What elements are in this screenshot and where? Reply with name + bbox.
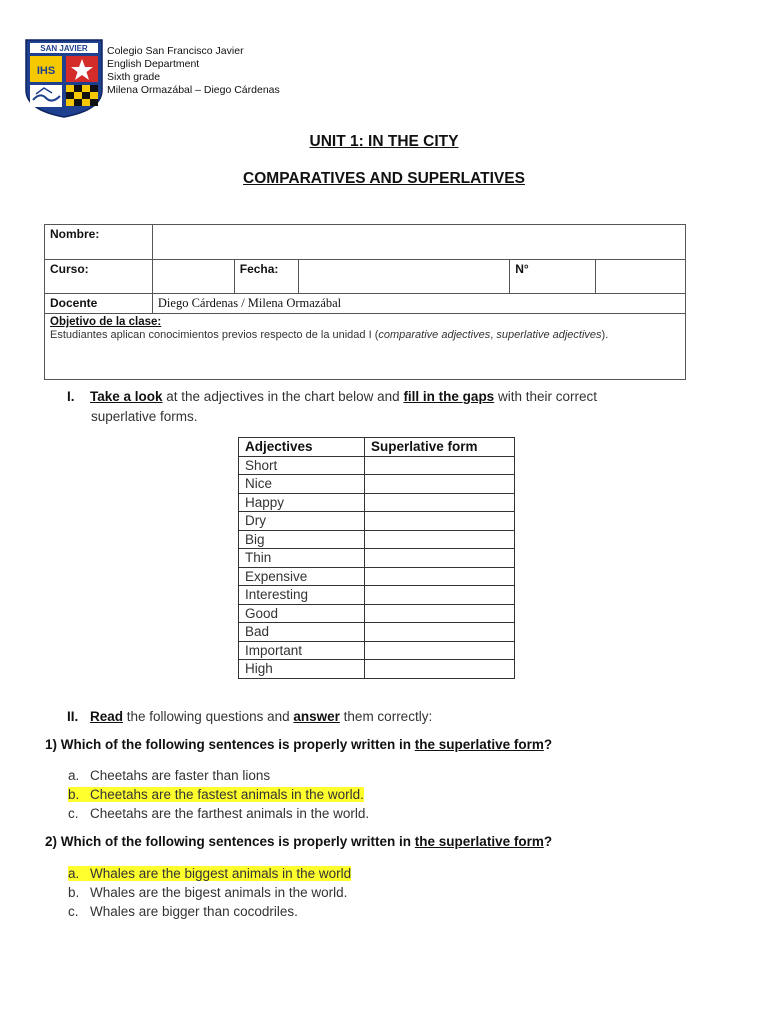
topic-title: COMPARATIVES AND SUPERLATIVES: [243, 170, 525, 187]
question-1-option-c[interactable]: c. Cheetahs are the farthest animals in the world.: [68, 806, 370, 821]
adjective-row: [239, 530, 515, 549]
superlative-blank-cell[interactable]: [365, 660, 515, 679]
question-2-option-a[interactable]: a. Whales are the biggest animals in the world: [68, 866, 352, 881]
adjective-cell: Happy: [239, 493, 365, 512]
superlative-blank-cell[interactable]: [365, 512, 515, 531]
section-2-numeral: II.: [67, 709, 79, 724]
question-1-option-a[interactable]: a. Cheetahs are faster than lions: [68, 768, 271, 783]
adjective-cell: Thin: [239, 549, 365, 568]
question-2: 2) Which of the following sentences is properly written in the superlative form?: [45, 834, 553, 849]
adjective-cell: Bad: [239, 623, 365, 642]
section-1-instructions: I. Take a look at the adjectives in the chart below and fill in the gaps with their correct superlative forms.: [67, 389, 597, 424]
fecha-field[interactable]: [298, 260, 510, 294]
superlative-blank-cell[interactable]: [365, 456, 515, 475]
adjective-cell: Good: [239, 604, 365, 623]
adjective-row: [239, 456, 515, 475]
adjective-cell: High: [239, 660, 365, 679]
adjective-cell: Big: [239, 530, 365, 549]
adjective-cell: Nice: [239, 475, 365, 494]
adjective-row: [239, 493, 515, 512]
adjective-cell: Expensive: [239, 567, 365, 586]
superlative-blank-cell[interactable]: [365, 604, 515, 623]
adjective-row: [239, 660, 515, 679]
question-2-option-b[interactable]: b. Whales are the bigest animals in the world.: [68, 885, 348, 900]
adjective-cell: Important: [239, 641, 365, 660]
adjective-cell: Interesting: [239, 586, 365, 605]
superlative-blank-cell[interactable]: [365, 530, 515, 549]
objetivo-cell: [45, 314, 686, 380]
adjective-row: [239, 604, 515, 623]
adjective-row: [239, 549, 515, 568]
question-1-option-b[interactable]: b. Cheetahs are the fastest animals in the world.: [68, 787, 364, 802]
section-1-numeral: I.: [67, 389, 75, 404]
adjective-row: [239, 641, 515, 660]
adjective-cell: Short: [239, 456, 365, 475]
grade: Sixth grade: [107, 71, 161, 83]
logo-ihs-text: IHS: [36, 65, 56, 77]
adjective-chart: [238, 437, 515, 679]
question-2-option-c[interactable]: c. Whales are bigger than cocodriles.: [68, 904, 298, 919]
unit-title: UNIT 1: IN THE CITY: [309, 133, 459, 150]
question-1-options: [68, 766, 369, 823]
superlative-blank-cell[interactable]: [365, 475, 515, 494]
docente-label: Docente: [45, 294, 153, 314]
superlative-blank-cell[interactable]: [365, 623, 515, 642]
nombre-label: Nombre:: [45, 225, 153, 260]
adjective-row: [239, 586, 515, 605]
objetivo-label: Objetivo de la clase:: [50, 316, 162, 328]
logo-top-text: SAN JAVIER: [40, 44, 88, 53]
numero-field[interactable]: [596, 260, 686, 294]
adjectives-header: Adjectives: [239, 438, 365, 457]
student-info-table: [44, 224, 686, 380]
school-name: Colegio San Francisco Javier: [107, 45, 244, 57]
superlative-blank-cell[interactable]: [365, 549, 515, 568]
superlative-blank-cell[interactable]: [365, 493, 515, 512]
school-info: [107, 45, 280, 97]
objetivo-text: Estudiantes aplican conocimientos previos respecto de la unidad I (comparative adjectives, superlative adjectives).: [50, 329, 609, 341]
adjective-cell: Dry: [239, 512, 365, 531]
superlative-header: Superlative form: [365, 438, 515, 457]
department: English Department: [107, 58, 200, 70]
superlative-blank-cell[interactable]: [365, 567, 515, 586]
curso-label: Curso:: [45, 260, 153, 294]
superlative-blank-cell[interactable]: [365, 586, 515, 605]
fecha-label: Fecha:: [234, 260, 298, 294]
section-2-instructions: II. Read the following questions and answer them correctly:: [67, 707, 687, 727]
adjective-row: [239, 567, 515, 586]
nombre-field[interactable]: [152, 225, 685, 260]
adjective-row: [239, 623, 515, 642]
adjective-row: [239, 475, 515, 494]
docente-value: Diego Cárdenas / Milena Ormazábal: [152, 294, 685, 314]
curso-field[interactable]: [152, 260, 234, 294]
question-1: 1) Which of the following sentences is properly written in the superlative form?: [45, 737, 553, 752]
adjective-row: [239, 512, 515, 531]
superlative-blank-cell[interactable]: [365, 641, 515, 660]
teachers: Milena Ormazábal – Diego Cárdenas: [107, 84, 280, 96]
school-crest-logo: [24, 38, 104, 118]
question-2-options: [68, 864, 351, 921]
numero-label: N°: [510, 260, 596, 294]
